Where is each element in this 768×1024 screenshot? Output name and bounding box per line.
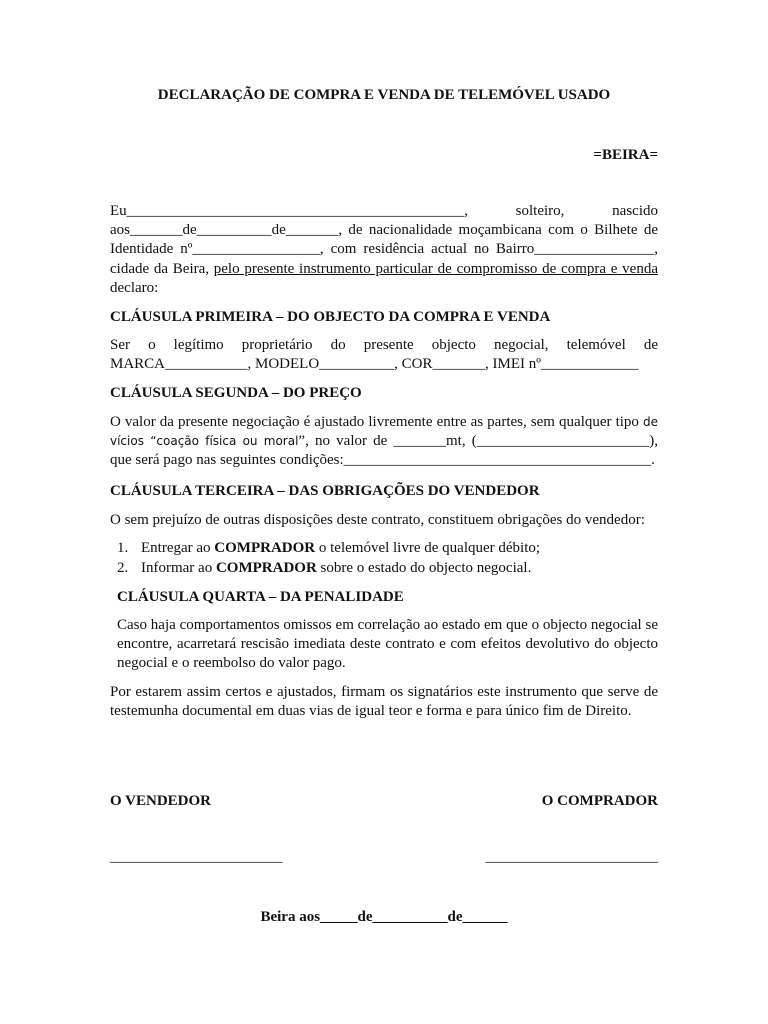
text-run: Entregar ao bbox=[141, 540, 215, 556]
sans-text: de vícios “coação física ou moral bbox=[110, 415, 662, 449]
text-run: Informar ao bbox=[141, 559, 216, 576]
clause-4-text bbox=[117, 616, 662, 674]
obligation-item bbox=[117, 559, 658, 579]
bold-text: COMPRADOR bbox=[215, 559, 317, 576]
text-run: Ser o legítimo proprietário do presente objecto negocial, telemóvel de MARCA___________, MODELO__________, COR_______, IMEI nº_____________ bbox=[110, 337, 662, 373]
bold-text: COMPRADOR bbox=[214, 540, 316, 556]
city-header: =BEIRA= bbox=[593, 147, 658, 163]
text-run: ”, no valor de _______mt, (_______________________), que será pago nas seguintes condições:_________________________________________. bbox=[110, 433, 662, 469]
text-run: Caso haja comportamentos omissos em correlação ao estado em que o objecto negocial se encontre, acarretará rescisão imediata deste contrato e com efeitos devolutivo do objecto negocial e o reembolso do valor pago. bbox=[117, 617, 662, 672]
text-run: o telemóvel livre de qualquer débito; bbox=[315, 540, 541, 556]
intro-paragraph bbox=[110, 202, 662, 298]
clause-2-text bbox=[110, 413, 662, 471]
text-run: Eu_____________________________________________, solteiro, nascido aos_______de__________de_______, de nacionalidade moçambicana com o Bilhete de Identidade nº_________________, com residência actual no Bairro________________, cidade da Beira, bbox=[110, 203, 662, 277]
date-line: Beira aos_____de__________de______ bbox=[260, 909, 508, 925]
obligation-text bbox=[141, 559, 531, 579]
clause-1-text bbox=[110, 336, 662, 374]
seller-signature-line: _______________________ bbox=[110, 849, 283, 865]
seller-label: O VENDEDOR bbox=[110, 793, 211, 809]
text-run: declaro: bbox=[110, 260, 662, 296]
document-title: DECLARAÇÃO DE COMPRA E VENDA DE TELEMÓVEL USADO bbox=[157, 87, 611, 103]
obligation-text bbox=[141, 539, 540, 559]
closing-paragraph bbox=[110, 683, 662, 721]
text-run: O valor da presente negociação é ajustado livremente entre as partes, sem qualquer tipo bbox=[110, 414, 643, 430]
obligation-item bbox=[117, 539, 658, 559]
clause-1-heading: CLÁUSULA PRIMEIRA – DO OBJECTO DA COMPRA E VENDA bbox=[110, 309, 551, 325]
text-run: Por estarem assim certos e ajustados, firmam os signatários este instrumento que serve de testemunha documental em duas vias de igual teor e forma e para único fim de Direito. bbox=[110, 684, 662, 720]
obligation-number: 2. bbox=[117, 559, 129, 576]
clause-4-heading: CLÁUSULA QUARTA – DA PENALIDADE bbox=[117, 589, 404, 605]
underlined-text: pelo presente instrumento particular de compromisso de compra e venda bbox=[213, 260, 658, 277]
clause-3-intro: O sem prejuízo de outras disposições deste contrato, constituem obrigações do vendedor: bbox=[110, 512, 645, 528]
buyer-signature-line: _______________________ bbox=[485, 849, 658, 865]
text-run: sobre o estado do objecto negocial. bbox=[316, 559, 532, 576]
clause-2-heading: CLÁUSULA SEGUNDA – DO PREÇO bbox=[110, 385, 362, 401]
buyer-label: O COMPRADOR bbox=[541, 793, 658, 809]
clause-3-heading: CLÁUSULA TERCEIRA – DAS OBRIGAÇÕES DO VENDEDOR bbox=[110, 483, 540, 499]
obligations-list bbox=[117, 539, 658, 578]
obligation-number: 1. bbox=[117, 540, 129, 556]
